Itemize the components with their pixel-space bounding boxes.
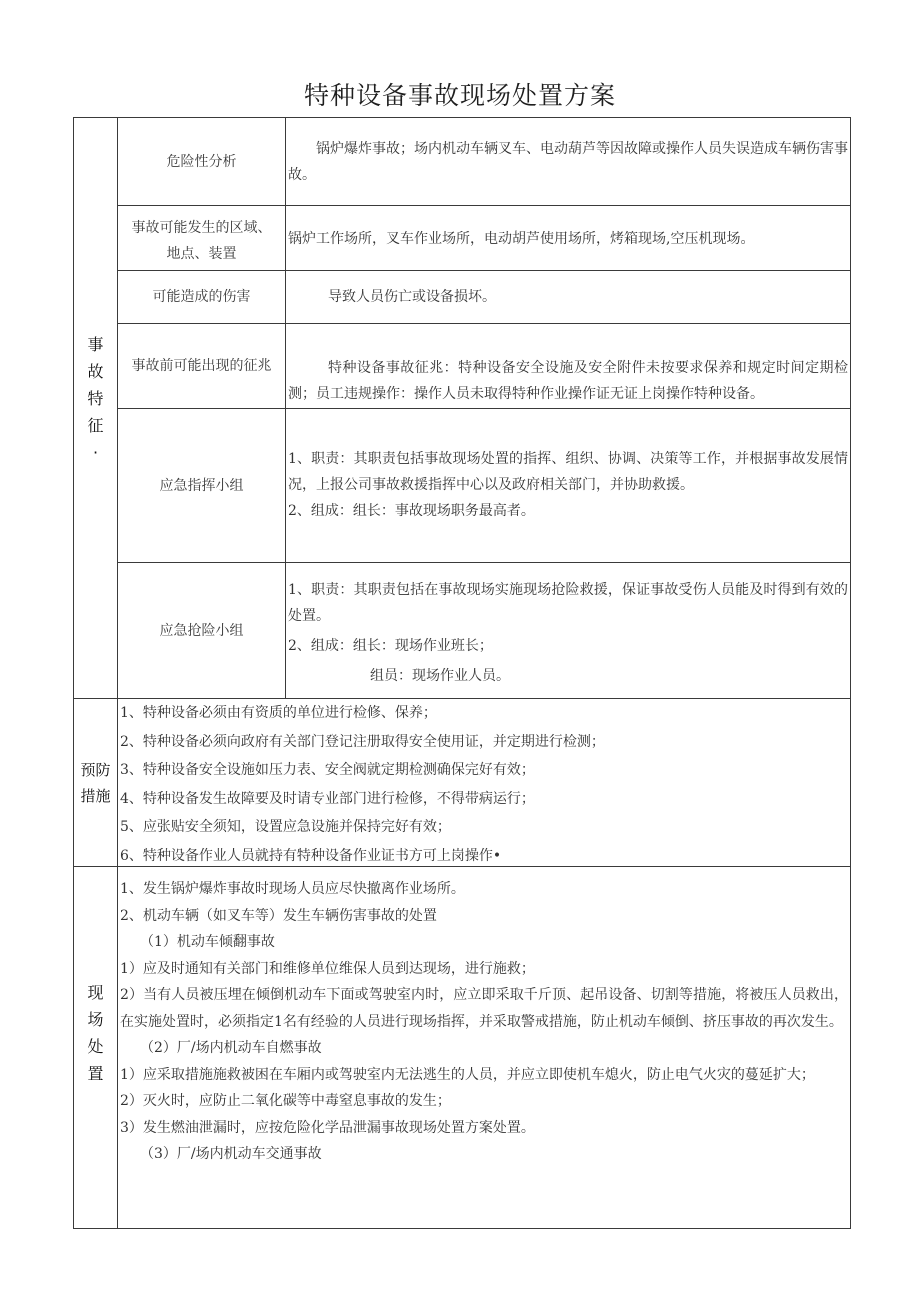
section-label-char: 场: [87, 1009, 104, 1029]
section-label-char: 现: [87, 982, 104, 1002]
section-label-char: 处: [87, 1036, 104, 1056]
section-label-char: 特: [87, 388, 104, 408]
list-item: 1）应采取措施施救被困在车厢内或驾驶室内无法逃生的人员，并应立即使机车熄火，防止电气火灾的蔓延扩大；: [120, 1066, 815, 1083]
section-label-features: [74, 118, 117, 698]
row-label-injury: 可能造成的伤害: [152, 289, 251, 305]
section-label-onsite: [74, 867, 117, 1228]
list-item: 3）发生燃油泄漏时，应按危险化学品泄漏事故现场处置方案处置。: [120, 1119, 535, 1136]
list-item: （1）机动车倾翻事故: [140, 934, 275, 950]
list-item: 2）当有人员被压埋在倾倒机动车下面或驾驶室内时，应立即采取千斤顶、起吊设备、切割等措施，将被压人员救出，在实施处置时，必须指定1名有经验的人员进行现场指挥，并采取警戒措施，防止机动车倾倒、挤压事故的再次发生。: [120, 987, 848, 1030]
content-line: 特种设备事故征兆：特种设备安全设施及安全附件未按要求保养和规定时间定期检测；员工违规操作：操作人员未取得特种作业操作证无证上岗操作特种设备。: [288, 360, 848, 402]
list-item: 2、机动车辆（如叉车等）发生车辆伤害事故的处置: [120, 907, 437, 924]
content-line: 组员：现场作业人员。: [370, 668, 510, 684]
content-line: 2、组成：组长：事故现场职务最高者。: [288, 503, 535, 519]
row-content-command-group: [286, 446, 850, 524]
row-label-command-group: 应急指挥小组: [159, 477, 244, 494]
row-label-area: [118, 206, 285, 270]
list-item: 5、应张贴安全须知，设置应急设施并保持完好有效；: [120, 819, 451, 835]
content-line: 锅炉工作场所，叉车作业场所，电动胡芦使用场所，烤箱现场,空压机现场。: [288, 231, 755, 247]
row-label-rescue-group: 应急抢险小组: [159, 622, 244, 639]
prevention-list: [118, 699, 850, 870]
row-content-signs: [286, 355, 850, 407]
row-content-injury: [286, 284, 850, 310]
list-item: 1、发生锅炉爆炸事故时现场人员应尽快撤离作业场所。: [120, 881, 465, 897]
section-label-char: 措施: [80, 786, 111, 805]
section-label-char: 故: [87, 361, 104, 381]
row-content-rescue-group: [286, 577, 850, 689]
row-content-hazard-analysis: [286, 136, 850, 188]
list-item: 6、特种设备作业人员就持有特种设备作业证书方可上岗操作•: [120, 847, 502, 864]
section-label-char: ·: [92, 442, 99, 462]
list-item: 2、特种设备必须向政府有关部门登记注册取得安全使用证，并定期进行检测；: [120, 733, 605, 750]
document-title: 特种设备事故现场处置方案: [303, 81, 616, 110]
section-label-char: 事: [87, 334, 104, 354]
section-label-char: 置: [87, 1063, 104, 1083]
row-content-area: [286, 226, 850, 252]
list-item: 4、特种设备发生故障要及时请专业部门进行检修，不得带病运行；: [120, 790, 535, 807]
list-item: 1）应及时通知有关部门和维修单位维保人员到达现场，进行施救；: [120, 960, 535, 977]
list-item: （2）厂/场内机动车自燃事故: [140, 1040, 322, 1056]
list-item: 1、特种设备必须由有资质的单位进行检修、保养；: [120, 705, 437, 721]
content-line: 锅炉爆炸事故；场内机动车辆叉车、电动葫芦等因故障或操作人员失误造成车辆伤害事故。: [288, 141, 848, 183]
content-line: 2、组成：组长：现场作业班长；: [288, 638, 493, 654]
section-label-prevention: [74, 699, 117, 866]
row-label-text: 事故可能发生的区域、地点、装置: [131, 220, 272, 262]
content-line: 1、职责：其职责包括在事故现场实施现场抢险救援，保证事故受伤人员能及时得到有效的处置。: [288, 582, 848, 624]
row-label-hazard-analysis: 危险性分析: [166, 153, 237, 170]
section-label-char: 预防: [80, 760, 111, 779]
section-label-char: 征: [87, 415, 104, 435]
list-item: （3）厂/场内机动车交通事故: [140, 1146, 322, 1162]
onsite-list: [118, 876, 850, 1168]
list-item: 3、特种设备安全设施如压力表、安全阀就定期检测确保完好有效；: [120, 762, 535, 778]
content-line: 1、职责：其职责包括事故现场处置的指挥、组织、协调、决策等工作，并根据事故发展情况，上报公司事故救援指挥中心以及政府相关部门，并协助救援。: [288, 451, 848, 493]
content-line: 导致人员伤亡或设备损坏。: [328, 289, 496, 305]
row-label-signs: 事故前可能出现的征兆: [131, 358, 272, 374]
list-item: 2）灭火时，应防止二氧化碳等中毒窒息事故的发生；: [120, 1093, 451, 1109]
